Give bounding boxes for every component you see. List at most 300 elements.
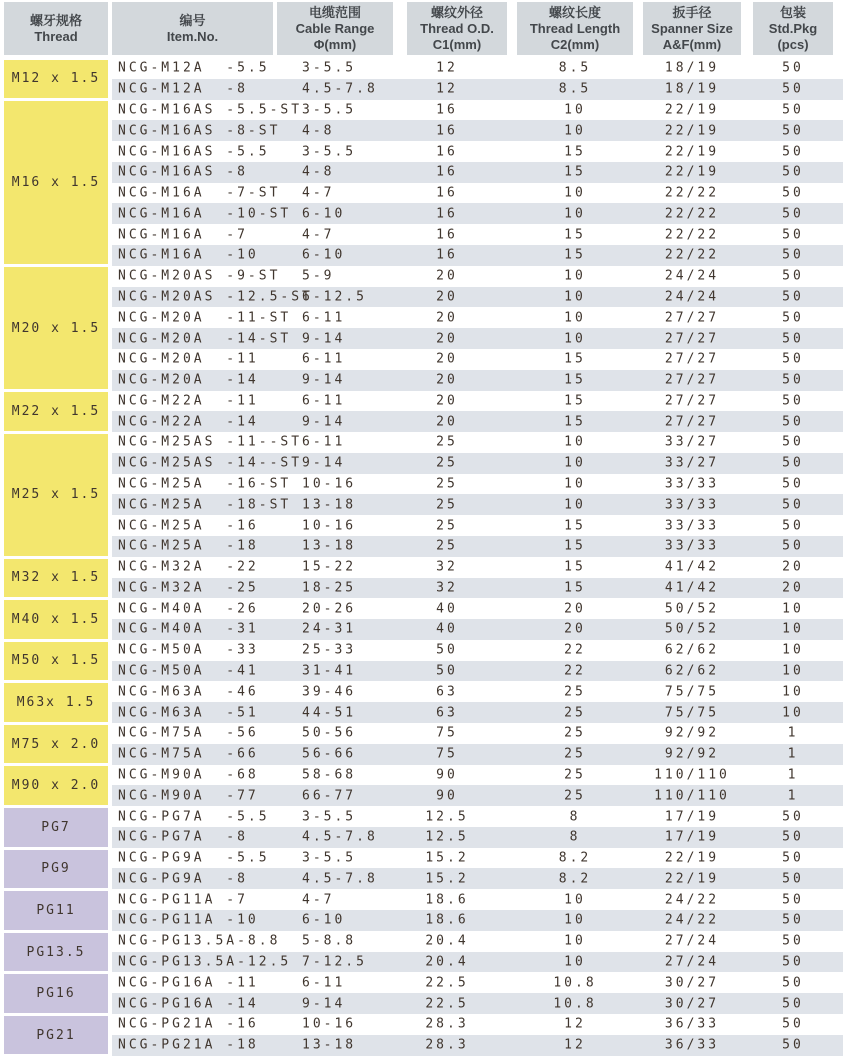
thread-od-cell: 90	[436, 788, 458, 804]
thread-length-cell: 10	[564, 310, 586, 326]
cable-range-cell: 4-8	[302, 164, 335, 180]
std-pkg-cell: 50	[782, 102, 804, 118]
thread-length-cell: 10	[564, 185, 586, 201]
std-pkg-cell: 50	[782, 227, 804, 243]
std-pkg-cell: 50	[782, 518, 804, 534]
thread-od-cell: 25	[436, 538, 458, 554]
thread-length-cell: 8.2	[558, 871, 592, 887]
item-no-cell: NCG-M20A -11	[118, 351, 259, 367]
item-no-cell: NCG-M25AS -11--ST	[118, 434, 303, 450]
thread-length-cell: 10.8	[553, 996, 597, 1012]
spanner-size-cell: 22/19	[664, 164, 720, 180]
spanner-size-cell: 24/22	[664, 892, 720, 908]
std-pkg-cell: 50	[782, 123, 804, 139]
std-pkg-cell: 50	[782, 372, 804, 388]
cable-range-cell: 6-10	[302, 247, 346, 263]
item-no-cell: NCG-M25A -16-ST	[118, 476, 292, 492]
std-pkg-cell: 50	[782, 850, 804, 866]
cable-range-cell: 9-14	[302, 455, 346, 471]
item-no-cell: NCG-PG9A -8	[118, 871, 248, 887]
thread-length-cell: 25	[564, 788, 586, 804]
thread-spec-label: M22 x 1.5	[11, 403, 101, 419]
thread-length-cell: 15	[564, 580, 586, 596]
cable-range-cell: 7-12.5	[302, 954, 367, 970]
thread-length-cell: 15	[564, 518, 586, 534]
spanner-size-cell: 110/110	[654, 767, 730, 783]
std-pkg-cell: 1	[787, 746, 799, 762]
table-row	[112, 536, 843, 557]
thread-length-cell: 8.5	[558, 81, 592, 97]
thread-length-cell: 15	[564, 538, 586, 554]
cable-range-cell: 3-5.5	[302, 850, 357, 866]
cable-range-cell: 13-18	[302, 497, 357, 513]
spanner-size-cell: 75/75	[664, 705, 720, 721]
thread-spec-label: M75 x 2.0	[11, 736, 101, 752]
table-row	[112, 307, 843, 328]
cable-range-cell: 6-11	[302, 310, 346, 326]
col-header-en: Thread	[34, 28, 78, 44]
std-pkg-cell: 50	[782, 434, 804, 450]
thread-group-cell	[4, 850, 108, 889]
item-no-cell: NCG-M50A -41	[118, 663, 259, 679]
thread-od-cell: 20	[436, 310, 458, 326]
table-row	[112, 972, 843, 993]
thread-od-cell: 16	[436, 144, 458, 160]
item-no-cell: NCG-M22A -14	[118, 414, 259, 430]
thread-od-cell: 50	[436, 642, 458, 658]
table-row	[112, 806, 843, 827]
item-no-cell: NCG-PG7A -5.5	[118, 809, 270, 825]
spanner-size-cell: 92/92	[664, 725, 720, 741]
std-pkg-cell: 20	[782, 559, 804, 575]
item-no-cell: NCG-M12A -8	[118, 81, 248, 97]
table-row	[112, 661, 843, 682]
thread-length-cell: 10	[564, 102, 586, 118]
thread-od-cell: 20	[436, 393, 458, 409]
thread-od-cell: 20.4	[425, 933, 469, 949]
table-row	[112, 203, 843, 224]
item-no-cell: NCG-M32A -22	[118, 559, 259, 575]
thread-od-cell: 16	[436, 102, 458, 118]
thread-group-cell	[4, 642, 108, 681]
std-pkg-cell: 50	[782, 975, 804, 991]
std-pkg-cell: 50	[782, 538, 804, 554]
table-row	[112, 557, 843, 578]
col-header-en: Thread Length	[529, 20, 621, 36]
thread-length-cell: 8	[569, 809, 581, 825]
std-pkg-cell: 50	[782, 497, 804, 513]
thread-length-cell: 15	[564, 559, 586, 575]
table-row	[112, 1035, 843, 1056]
thread-od-cell: 12	[436, 81, 458, 97]
table-row	[112, 723, 843, 744]
thread-od-cell: 16	[436, 123, 458, 139]
item-no-cell: NCG-M20AS -12.5-ST	[118, 289, 313, 305]
item-no-cell: NCG-M16A -7	[118, 227, 248, 243]
table-row	[112, 79, 843, 100]
std-pkg-cell: 50	[782, 247, 804, 263]
item-no-cell: NCG-M16AS -5.5	[118, 144, 270, 160]
col-header-thread-length	[517, 2, 633, 55]
std-pkg-cell: 20	[782, 580, 804, 596]
std-pkg-cell: 1	[787, 725, 799, 741]
table-row	[112, 910, 843, 931]
col-header-en: Item.No.	[166, 28, 219, 44]
cable-range-cell: 4-8	[302, 123, 335, 139]
item-no-cell: NCG-PG16A -11	[118, 975, 259, 991]
thread-spec-label: PG21	[36, 1027, 76, 1043]
thread-length-cell: 20	[564, 621, 586, 637]
cable-range-cell: 13-18	[302, 538, 357, 554]
std-pkg-cell: 10	[782, 663, 804, 679]
thread-length-cell: 12	[564, 1037, 586, 1053]
thread-length-cell: 25	[564, 684, 586, 700]
std-pkg-cell: 50	[782, 81, 804, 97]
thread-od-cell: 20	[436, 372, 458, 388]
table-row	[112, 120, 843, 141]
thread-od-cell: 16	[436, 164, 458, 180]
cable-range-cell: 18-25	[302, 580, 357, 596]
thread-length-cell: 8	[569, 829, 581, 845]
col-header-item-no	[112, 2, 273, 55]
cable-range-cell: 10-16	[302, 518, 357, 534]
std-pkg-cell: 50	[782, 892, 804, 908]
thread-od-cell: 12.5	[425, 829, 469, 845]
thread-spec-label: M63x 1.5	[16, 695, 96, 711]
thread-length-cell: 15	[564, 227, 586, 243]
table-row	[112, 58, 843, 79]
thread-group-cell	[4, 600, 108, 639]
table-row	[112, 515, 843, 536]
col-header-zh: 螺牙规格	[29, 12, 82, 28]
thread-od-cell: 20	[436, 331, 458, 347]
thread-length-cell: 10	[564, 912, 586, 928]
thread-length-cell: 10.8	[553, 975, 597, 991]
table-row	[112, 224, 843, 245]
std-pkg-cell: 50	[782, 414, 804, 430]
col-header-thread-o-d	[407, 2, 507, 55]
col-header-zh: 扳手径	[672, 4, 712, 20]
table-row	[112, 785, 843, 806]
thread-length-cell: 8.2	[558, 850, 592, 866]
spanner-size-cell: 36/33	[664, 1037, 720, 1053]
spanner-size-cell: 33/33	[664, 518, 720, 534]
item-no-cell: NCG-M90A -68	[118, 767, 259, 783]
thread-group-cell	[4, 933, 108, 972]
std-pkg-cell: 50	[782, 954, 804, 970]
item-no-cell: NCG-PG7A -8	[118, 829, 248, 845]
item-no-cell: NCG-PG16A -14	[118, 996, 259, 1012]
thread-od-cell: 25	[436, 497, 458, 513]
thread-group-cell	[4, 1016, 108, 1055]
cable-range-cell: 13-18	[302, 1037, 357, 1053]
spanner-size-cell: 24/22	[664, 912, 720, 928]
table-row	[112, 619, 843, 640]
thread-od-cell: 20	[436, 351, 458, 367]
table-row	[112, 578, 843, 599]
spanner-size-cell: 33/33	[664, 538, 720, 554]
col-header-cable-range	[277, 2, 393, 55]
table-row	[112, 598, 843, 619]
thread-od-cell: 12.5	[425, 809, 469, 825]
thread-length-cell: 10	[564, 434, 586, 450]
thread-od-cell: 25	[436, 476, 458, 492]
spanner-size-cell: 24/24	[664, 268, 720, 284]
item-no-cell: NCG-M40A -31	[118, 621, 259, 637]
thread-od-cell: 90	[436, 767, 458, 783]
cable-range-cell: 39-46	[302, 684, 357, 700]
item-no-cell: NCG-M25A -16	[118, 518, 259, 534]
std-pkg-cell: 1	[787, 767, 799, 783]
spanner-size-cell: 22/22	[664, 206, 720, 222]
table-body	[112, 58, 843, 1056]
cable-range-cell: 50-56	[302, 725, 357, 741]
col-header-en: Std.Pkg	[768, 20, 818, 36]
table-row	[112, 931, 843, 952]
std-pkg-cell: 50	[782, 871, 804, 887]
thread-od-cell: 12	[436, 60, 458, 76]
spanner-size-cell: 36/33	[664, 1016, 720, 1032]
table-row	[112, 827, 843, 848]
col-header-zh: 编号	[179, 12, 206, 28]
thread-od-cell: 18.6	[425, 912, 469, 928]
std-pkg-cell: 50	[782, 455, 804, 471]
thread-length-cell: 15	[564, 144, 586, 160]
item-no-cell: NCG-PG21A -16	[118, 1016, 259, 1032]
thread-length-cell: 25	[564, 725, 586, 741]
spanner-size-cell: 62/62	[664, 642, 720, 658]
item-no-cell: NCG-M16A -7-ST	[118, 185, 281, 201]
spanner-size-cell: 33/27	[664, 434, 720, 450]
std-pkg-cell: 50	[782, 206, 804, 222]
cable-range-cell: 44-51	[302, 705, 357, 721]
spanner-size-cell: 22/22	[664, 227, 720, 243]
table-row	[112, 681, 843, 702]
spanner-size-cell: 18/19	[664, 81, 720, 97]
thread-od-cell: 40	[436, 601, 458, 617]
cable-range-cell: 66-77	[302, 788, 357, 804]
thread-length-cell: 10	[564, 476, 586, 492]
item-no-cell: NCG-M20A -14-ST	[118, 331, 292, 347]
item-no-cell: NCG-M16AS -5.5-ST	[118, 102, 303, 118]
thread-length-cell: 22	[564, 642, 586, 658]
std-pkg-cell: 10	[782, 621, 804, 637]
cable-range-cell: 5-8.8	[302, 933, 357, 949]
cable-range-cell: 15-22	[302, 559, 357, 575]
table-row	[112, 765, 843, 786]
cable-range-cell: 10-16	[302, 1016, 357, 1032]
col-header-en: Spanner Size	[651, 20, 733, 36]
thread-od-cell: 32	[436, 559, 458, 575]
thread-od-cell: 25	[436, 434, 458, 450]
thread-spec-label: PG9	[41, 861, 71, 877]
cable-range-cell: 6-11	[302, 393, 346, 409]
spanner-size-cell: 41/42	[664, 559, 720, 575]
thread-od-cell: 25	[436, 455, 458, 471]
item-no-cell: NCG-M75A -56	[118, 725, 259, 741]
cable-range-cell: 6-12.5	[302, 289, 367, 305]
col-header-zh: 螺纹长度	[548, 4, 601, 20]
thread-group-cell	[4, 392, 108, 431]
table-row	[112, 993, 843, 1014]
item-no-cell: NCG-M16A -10-ST	[118, 206, 292, 222]
table-row	[112, 141, 843, 162]
col-header-zh: 螺纹外径	[430, 4, 483, 20]
thread-length-cell: 10	[564, 289, 586, 305]
item-no-cell: NCG-M90A -77	[118, 788, 259, 804]
thread-od-cell: 20.4	[425, 954, 469, 970]
thread-od-cell: 75	[436, 746, 458, 762]
spanner-size-cell: 75/75	[664, 684, 720, 700]
thread-spec-label: M16 x 1.5	[11, 175, 101, 191]
thread-length-cell: 10	[564, 954, 586, 970]
item-no-cell: NCG-PG9A -5.5	[118, 850, 270, 866]
item-no-cell: NCG-PG13.5A-12.5	[118, 954, 292, 970]
std-pkg-cell: 50	[782, 351, 804, 367]
thread-group-cell	[4, 683, 108, 722]
spanner-size-cell: 41/42	[664, 580, 720, 596]
cable-range-cell: 9-14	[302, 414, 346, 430]
table-row	[112, 328, 843, 349]
cable-range-cell: 3-5.5	[302, 60, 357, 76]
thread-spec-label: M20 x 1.5	[11, 320, 101, 336]
table-row	[112, 411, 843, 432]
item-no-cell: NCG-PG11A -10	[118, 912, 259, 928]
std-pkg-cell: 10	[782, 705, 804, 721]
std-pkg-cell: 50	[782, 60, 804, 76]
cable-range-cell: 10-16	[302, 476, 357, 492]
thread-group-cell	[4, 101, 108, 264]
std-pkg-cell: 50	[782, 310, 804, 326]
spanner-size-cell: 50/52	[664, 601, 720, 617]
thread-spec-label: M12 x 1.5	[11, 71, 101, 87]
cable-range-cell: 20-26	[302, 601, 357, 617]
col-header-unit: C1(mm)	[432, 36, 482, 52]
thread-spec-label: M32 x 1.5	[11, 570, 101, 586]
spanner-size-cell: 62/62	[664, 663, 720, 679]
thread-od-cell: 40	[436, 621, 458, 637]
thread-od-cell: 20	[436, 414, 458, 430]
thread-length-cell: 15	[564, 247, 586, 263]
cable-range-cell: 4-7	[302, 892, 335, 908]
spanner-size-cell: 110/110	[654, 788, 730, 804]
thread-spec-label: M25 x 1.5	[11, 487, 101, 503]
thread-od-cell: 16	[436, 247, 458, 263]
thread-group-cell	[4, 974, 108, 1013]
table-row	[112, 744, 843, 765]
thread-od-cell: 22.5	[425, 975, 469, 991]
thread-spec-label: M40 x 1.5	[11, 611, 101, 627]
table-row	[112, 952, 843, 973]
cable-range-cell: 3-5.5	[302, 144, 357, 160]
spanner-size-cell: 27/24	[664, 933, 720, 949]
table-row	[112, 245, 843, 266]
spanner-size-cell: 22/19	[664, 144, 720, 160]
item-no-cell: NCG-M16AS -8-ST	[118, 123, 281, 139]
spanner-size-cell: 27/27	[664, 351, 720, 367]
col-header-unit: (pcs)	[777, 36, 809, 52]
thread-group-cell	[4, 891, 108, 930]
spanner-size-cell: 27/27	[664, 310, 720, 326]
std-pkg-cell: 10	[782, 601, 804, 617]
col-header-unit: Φ(mm)	[313, 36, 357, 52]
spanner-size-cell: 33/33	[664, 476, 720, 492]
table-row	[112, 370, 843, 391]
std-pkg-cell: 50	[782, 809, 804, 825]
thread-spec-label: M90 x 2.0	[11, 778, 101, 794]
spanner-size-cell: 30/27	[664, 996, 720, 1012]
thread-spec-label: PG13.5	[26, 944, 86, 960]
col-header-en: Cable Range	[295, 20, 375, 36]
thread-od-cell: 16	[436, 185, 458, 201]
table-row	[112, 1014, 843, 1035]
table-row	[112, 266, 843, 287]
thread-group-cell	[4, 766, 108, 805]
item-no-cell: NCG-M32A -25	[118, 580, 259, 596]
item-no-cell: NCG-M20A -14	[118, 372, 259, 388]
thread-od-cell: 18.6	[425, 892, 469, 908]
thread-length-cell: 15	[564, 372, 586, 388]
cable-range-cell: 6-10	[302, 206, 346, 222]
thread-length-cell: 25	[564, 705, 586, 721]
thread-od-cell: 28.3	[425, 1016, 469, 1032]
spanner-size-cell: 33/33	[664, 497, 720, 513]
spanner-size-cell: 92/92	[664, 746, 720, 762]
std-pkg-cell: 50	[782, 912, 804, 928]
item-no-cell: NCG-M12A -5.5	[118, 60, 270, 76]
table-row	[112, 183, 843, 204]
col-header-unit: A&F(mm)	[662, 36, 722, 52]
std-pkg-cell: 50	[782, 331, 804, 347]
std-pkg-cell: 50	[782, 393, 804, 409]
item-no-cell: NCG-M25AS -14--ST	[118, 455, 303, 471]
thread-od-cell: 63	[436, 684, 458, 700]
thread-od-cell: 15.2	[425, 850, 469, 866]
std-pkg-cell: 50	[782, 476, 804, 492]
item-no-cell: NCG-PG11A -7	[118, 892, 248, 908]
spanner-size-cell: 30/27	[664, 975, 720, 991]
thread-spec-label: M50 x 1.5	[11, 653, 101, 669]
item-no-cell: NCG-M16A -10	[118, 247, 259, 263]
table-row	[112, 162, 843, 183]
thread-length-cell: 10	[564, 123, 586, 139]
spanner-size-cell: 22/19	[664, 871, 720, 887]
col-header-zh: 包装	[779, 4, 806, 20]
thread-length-cell: 12	[564, 1016, 586, 1032]
cable-range-cell: 6-10	[302, 912, 346, 928]
spanner-size-cell: 27/24	[664, 954, 720, 970]
item-no-cell: NCG-M25A -18-ST	[118, 497, 292, 513]
thread-length-cell: 10	[564, 268, 586, 284]
std-pkg-cell: 50	[782, 829, 804, 845]
item-no-cell: NCG-M75A -66	[118, 746, 259, 762]
spanner-size-cell: 22/22	[664, 185, 720, 201]
table-row	[112, 287, 843, 308]
thread-spec-label: PG16	[36, 986, 76, 1002]
cable-range-cell: 6-11	[302, 434, 346, 450]
item-no-cell: NCG-M20AS -9-ST	[118, 268, 281, 284]
cable-range-cell: 6-11	[302, 975, 346, 991]
col-header-zh: 电缆范围	[308, 4, 361, 20]
spanner-size-cell: 17/19	[664, 809, 720, 825]
spanner-size-cell: 27/27	[664, 372, 720, 388]
item-no-cell: NCG-PG21A -18	[118, 1037, 259, 1053]
thread-length-cell: 22	[564, 663, 586, 679]
thread-group-cell	[4, 60, 108, 99]
thread-length-cell: 8.5	[558, 60, 592, 76]
cable-range-cell: 31-41	[302, 663, 357, 679]
thread-od-cell: 20	[436, 268, 458, 284]
